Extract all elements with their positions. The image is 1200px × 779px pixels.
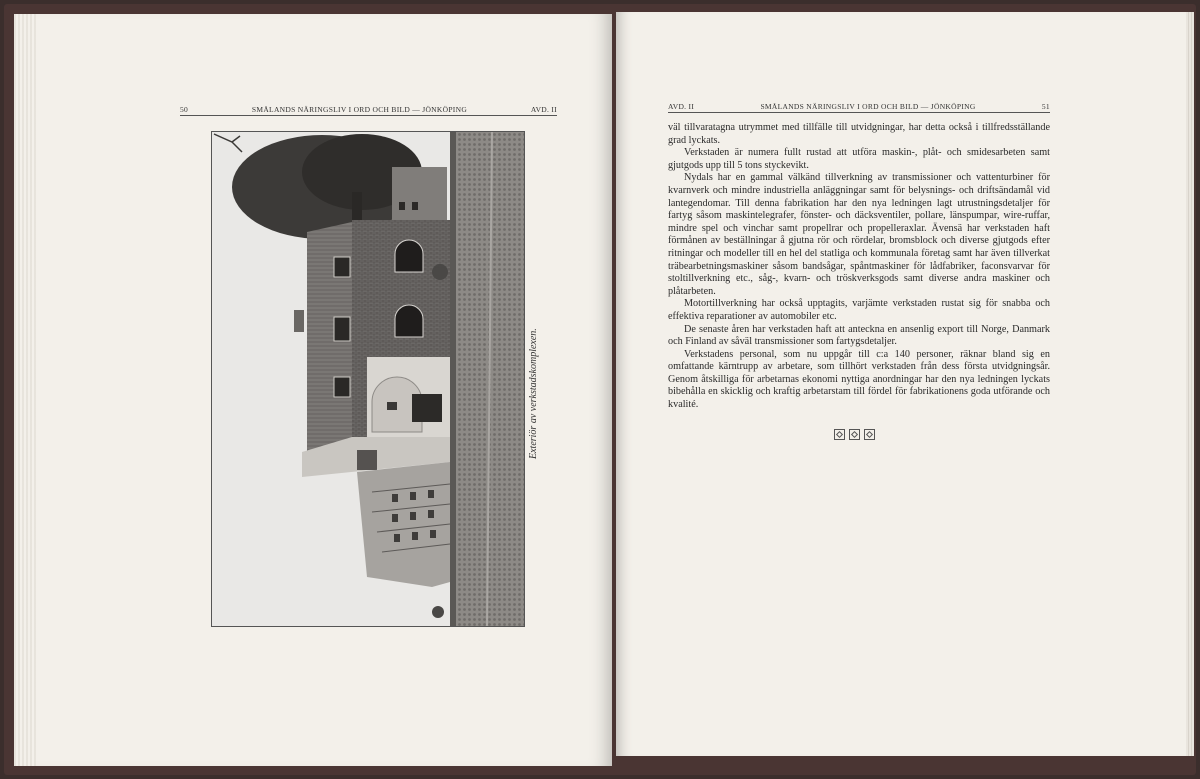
left-header-section: AVD. II xyxy=(530,105,557,114)
factory-photo xyxy=(211,131,525,627)
left-running-header xyxy=(180,102,557,116)
left-page xyxy=(14,14,612,766)
paragraph: Verkstadens personal, som nu uppgår till c:a 140 personer, räknar bland sig en omfattande kärntrupp av arbetare, som tillhört verkstaden från dess första utvidgningsår. Genom åtskilliga för arbetarnas ekonomi nyttiga anordningar har den nya ledningen lyckats bibehålla en skicklig och kraftig arbetarstam till fördel för fabrikationens goda utförande och kvalité. xyxy=(668,348,1050,411)
right-header-title: SMÅLANDS NÄRINGSLIV I ORD OCH BILD — JÖNKÖPING xyxy=(760,102,976,111)
quatrefoil-ornament-icon xyxy=(834,429,845,440)
article-body xyxy=(668,122,1050,412)
quatrefoil-ornament-icon xyxy=(864,429,875,440)
right-page xyxy=(616,12,1186,756)
right-page-number: 51 xyxy=(1041,102,1050,111)
quatrefoil-ornament-icon xyxy=(849,429,860,440)
paragraph: Nydals har en gammal välkänd tillverkning av transmissioner och vattenturbiner för kvarnverk och mindre industriella anläggningar samt för belysnings- och driftsändamål vid lantegendomar. Till denna fabrikation har den nya ledningen lagt utrustningsdetaljer för fartyg såsom maskintelegrafer, fönster- och däcksventiler, pollare, länspumpar, wire-ruffar, mindre spel och vinchar samt propellrar och propelleraxlar. Ävensä har verkstaden haft förmånen av beställningar å gjutna rör och rördelar, bromsblock och diverse gjutgods efter ritningar och modeller till en hel del statliga och kommunala företag samt har även tillverkat träbearbetningsmaskiner såsom bandsågar, spåntmaskiner för lådfabriker, faconsvarvar för stoltillverkning etc., såg-, kvarn- och tröskverksgods samt diverse andra maskiner och plåtarbeten. xyxy=(668,172,1050,297)
right-header-section: AVD. II xyxy=(668,102,695,111)
paragraph: Verkstaden är numera fullt rustad att utföra maskin-, plåt- och smidesarbeten samt gjutgods upp till 5 tons styckevikt. xyxy=(668,147,1050,171)
paragraph: väl tillvaratagna utrymmet med tillfälle till utvidgningar, har detta också i tillfredsställande grad lyckats. xyxy=(668,122,1050,146)
left-page-number: 50 xyxy=(180,105,189,114)
left-header-title: SMÅLANDS NÄRINGSLIV I ORD OCH BILD — JÖNKÖPING xyxy=(251,105,468,114)
paragraph: Motortillverkning har också upptagits, varjämte verkstaden rustat sig för snabba och effektiva reparationer av automobiler etc. xyxy=(668,298,1050,322)
paragraph: De senaste åren har verkstaden haft att anteckna en ansenlig export till Norge, Danmark och Finland av såväl transmissioner som fartygsdetaljer. xyxy=(668,323,1050,348)
photo-caption: Exteriör av verkstadskomplexen. xyxy=(528,328,539,460)
section-end-ornaments xyxy=(834,429,875,440)
right-running-header xyxy=(668,99,1050,113)
